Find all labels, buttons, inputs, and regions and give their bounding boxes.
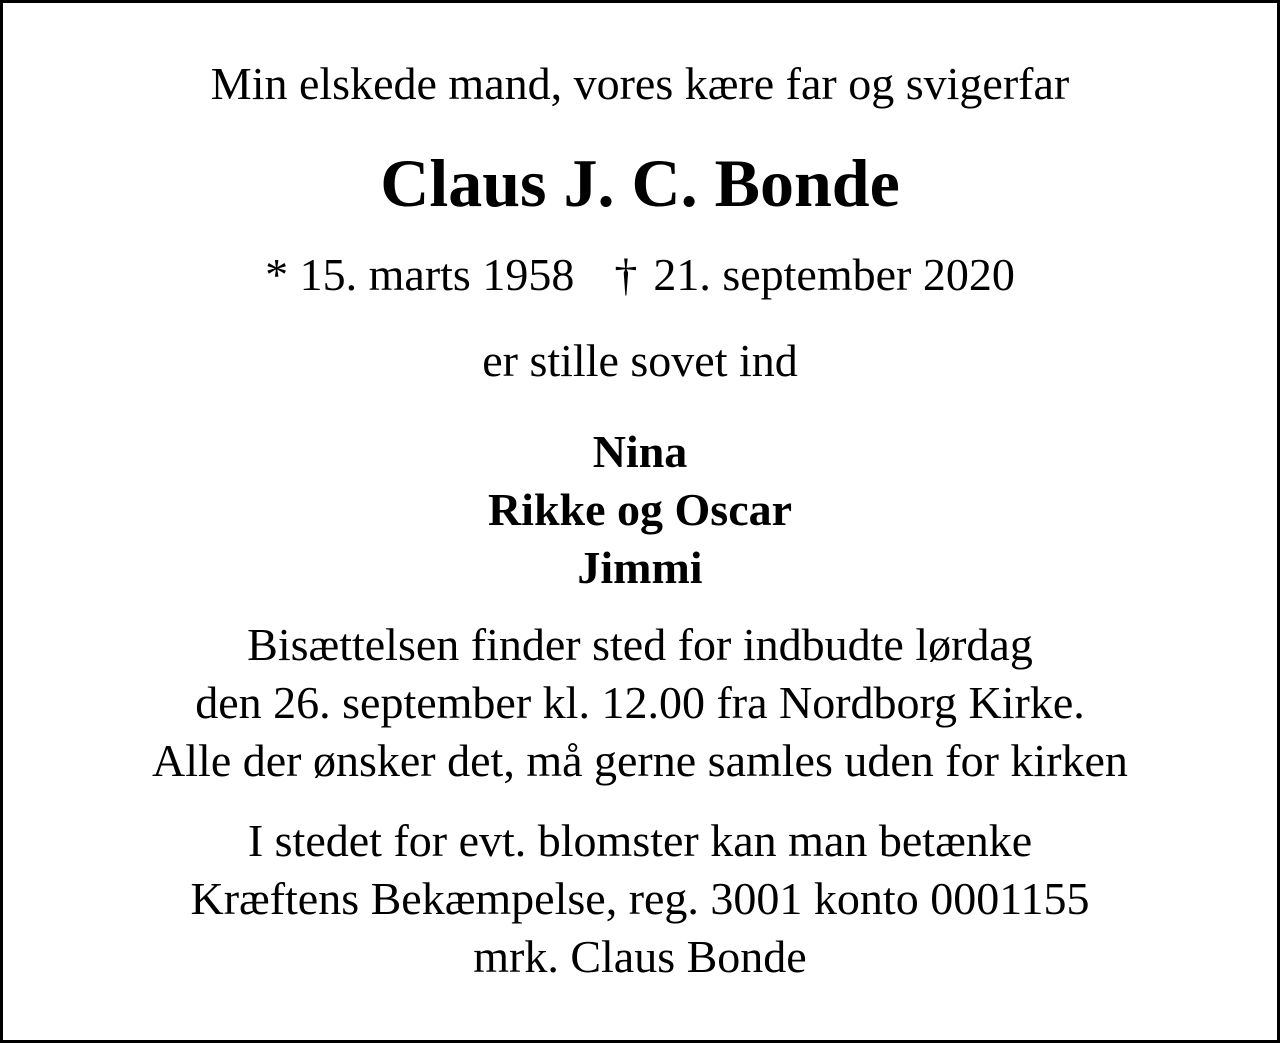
mourners-list bbox=[3, 423, 1277, 597]
born-date: 15. marts 1958 bbox=[299, 249, 575, 300]
died-symbol: † bbox=[614, 249, 638, 300]
funeral-line: Bisættelsen finder sted for indbudte lørdag bbox=[247, 619, 1033, 670]
donation-line: Kræftens Bekæmpelse, reg. 3001 konto 0001155 bbox=[190, 873, 1090, 924]
life-dates bbox=[3, 249, 1277, 300]
deceased-name: Claus J. C. Bonde bbox=[380, 145, 900, 221]
mourner-name: Rikke og Oscar bbox=[487, 484, 793, 535]
died-date: 21. september 2020 bbox=[653, 249, 1015, 300]
mourner-name: Nina bbox=[592, 426, 688, 477]
funeral-details bbox=[3, 616, 1277, 790]
intro-text: Min elskede mand, vores kære far og svigerfar bbox=[210, 58, 1070, 109]
donation-line: mrk. Claus Bonde bbox=[473, 931, 807, 982]
donation-details bbox=[3, 812, 1277, 986]
born-symbol: * bbox=[265, 249, 289, 300]
funeral-line: den 26. september kl. 12.00 fra Nordborg Kirke. bbox=[195, 677, 1085, 728]
mourner-name: Jimmi bbox=[577, 542, 703, 593]
passing-text: er stille sovet ind bbox=[482, 335, 798, 386]
funeral-line: Alle der ønsker det, må gerne samles uden for kirken bbox=[152, 735, 1128, 786]
donation-line: I stedet for evt. blomster kan man betænke bbox=[247, 815, 1033, 866]
